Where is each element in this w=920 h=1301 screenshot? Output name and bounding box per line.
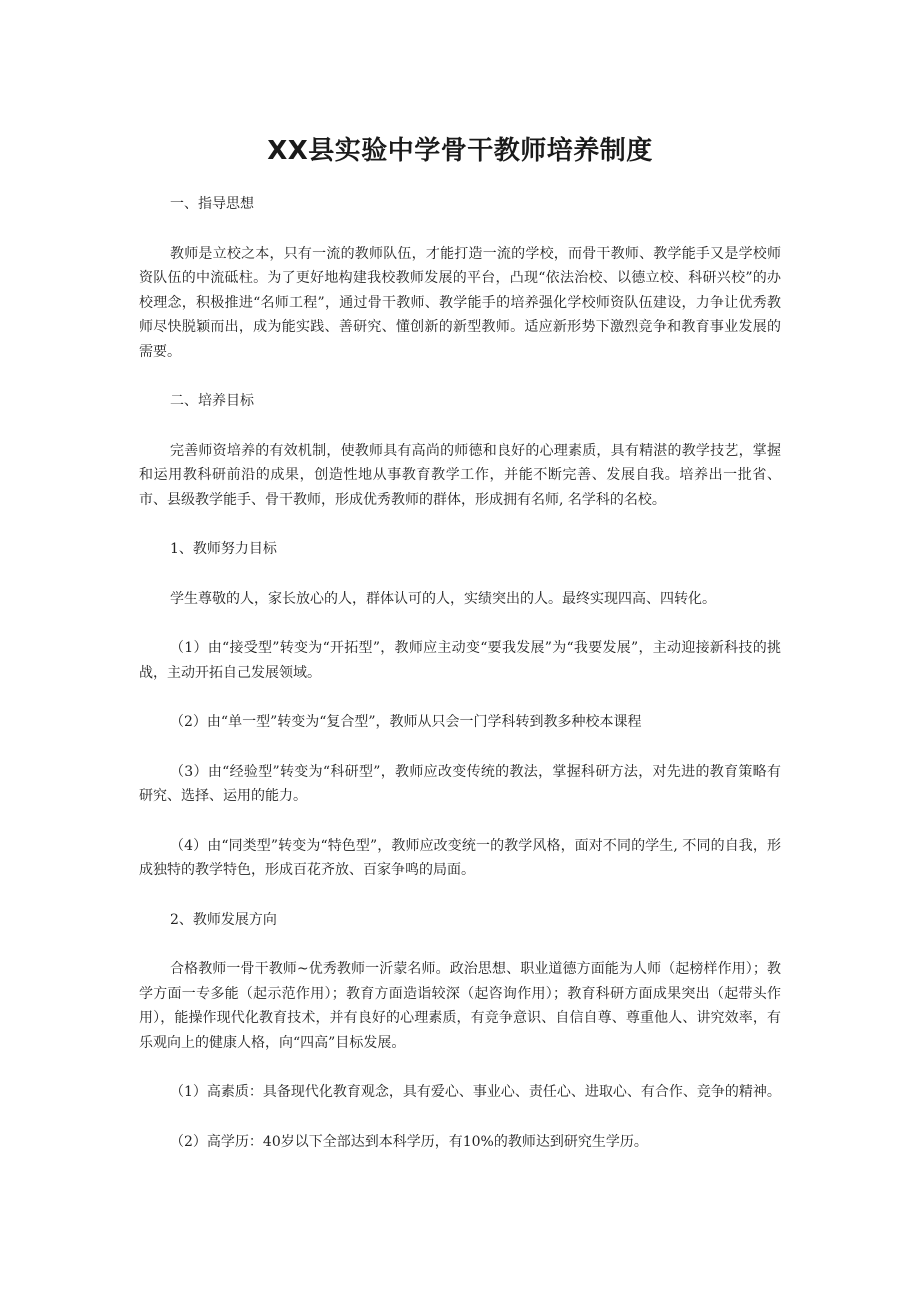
list-item: （2）高学历：40岁以下全部达到本科学历，有10%的教师达到研究生学历。	[170, 1133, 648, 1150]
document-title: XX县实验中学骨干教师培养制度	[267, 136, 653, 166]
paragraph: 教师是立校之本，只有一流的教师队伍，才能打造一流的学校，而骨干教师、教学能手又是学校师资队伍的中流砥柱。为了更好地构建我校教师发展的平台，凸现“依法治校、以德立校、科研兴校”的办校理念，积极推进“名师工程”，通过骨干教师、教学能手的培养强化学校师资队伍建设，力争让优秀教师尽快脱颖而出，成为能实践、善研究、懂创新的新型教师。适应新形势下激烈竞争和教育事业发展的需要。	[139, 245, 781, 360]
section-heading: 2、教师发展方向	[170, 911, 277, 928]
list-item: （3）由“经验型”转变为“科研型”，教师应改变传统的教法，掌握科研方法，对先进的教育策略有研究、选择、运用的能力。	[139, 763, 781, 804]
paragraph: 完善师资培养的有效机制，使教师具有高尚的师德和良好的心理素质，具有精湛的教学技艺，掌握和运用教科研前沿的成果，创造性地从事教育教学工作，并能不断完善、发展自我。培养出一批省、市、县级教学能手、骨干教师，形成优秀教师的群体，形成拥有名师, 名学科的名校。	[139, 442, 781, 508]
paragraph: 合格教师一骨干教师~优秀教师一沂蒙名师。政治思想、职业道德方面能为人师（起榜样作用）；教学方面一专多能（起示范作用）；教育方面造诣较深（起咨询作用）；教育科研方面成果突出（起带头作用），能操作现代化教育技术，并有良好的心理素质，有竞争意识、自信自尊、尊重他人、讲究效率，有乐观向上的健康人格，向“四高”目标发展。	[139, 961, 781, 1051]
section-heading: 二、培养目标	[170, 393, 254, 409]
list-item: （2）由“单一型”转变为“复合型”，教师从只会一门学科转到教多种校本课程	[170, 714, 642, 730]
section-heading: 1、教师努力目标	[170, 541, 277, 557]
section-heading: 一、指导思想	[170, 196, 254, 212]
paragraph: 学生尊敬的人，家长放心的人，群体认可的人，实绩突出的人。最终实现四高、四转化。	[170, 590, 716, 607]
list-item: （4）由“同类型”转变为“特色型”，教师应改变统一的教学风格，面对不同的学生, 不同的自我，形成独特的教学特色，形成百花齐放、百家争鸣的局面。	[139, 837, 781, 878]
list-item: （1）高素质：具备现代化教育观念，具有爱心、事业心、责任心、进取心、有合作、竞争的精神。	[170, 1084, 781, 1100]
document-body	[139, 192, 781, 1154]
list-item: （1）由“接受型”转变为“开拓型”，教师应主动变“要我发展”为“我要发展”，主动迎接新科技的挑战，主动开拓自己发展领域。	[139, 640, 781, 681]
